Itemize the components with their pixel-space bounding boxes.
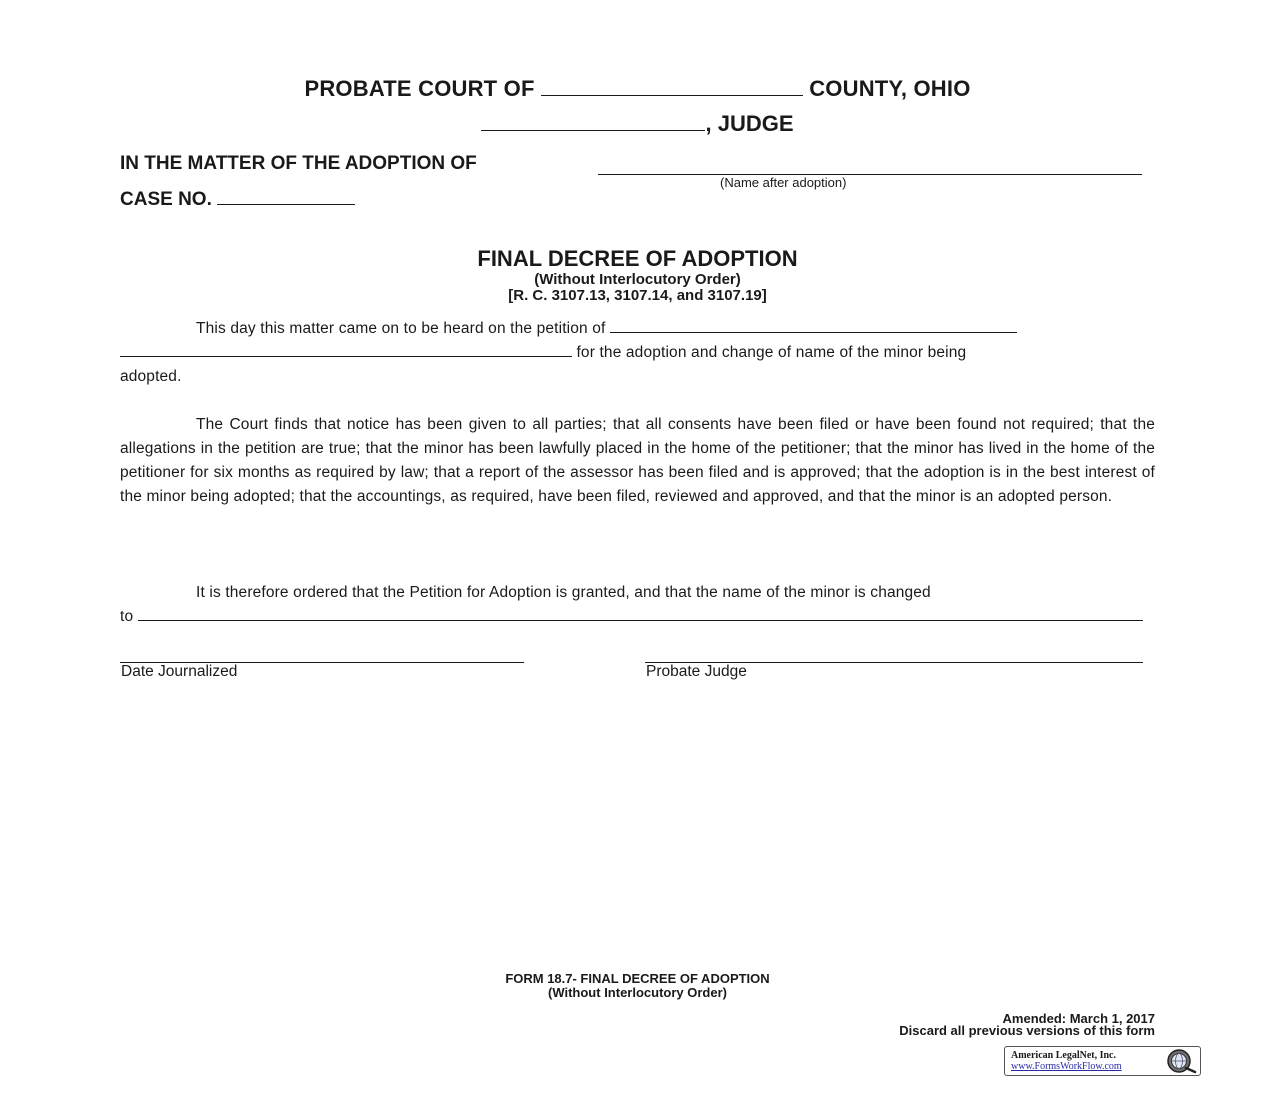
- form-footer-subtitle: (Without Interlocutory Order): [548, 985, 727, 1000]
- petitioner-name-blank-2[interactable]: [120, 342, 572, 357]
- statute-reference: [R. C. 3107.13, 3107.14, and 3107.19]: [508, 287, 767, 304]
- court-prefix: PROBATE COURT OF: [304, 76, 535, 101]
- judge-heading: [0, 111, 1275, 137]
- petition-text-end: adopted.: [120, 368, 182, 385]
- case-number-blank[interactable]: [217, 186, 355, 205]
- document-title: FINAL DECREE OF ADOPTION: [477, 246, 798, 271]
- order-text: It is therefore ordered that the Petition for Adoption is granted, and that the name of the minor is changed: [196, 584, 931, 601]
- name-after-adoption-hint: (Name after adoption): [720, 175, 847, 190]
- order-to-label: to: [120, 608, 134, 625]
- findings-text: The Court finds that notice has been given to all parties; that all consents have been filed or have been found not required; that the allegations in the petition are true; that the minor has been lawfully placed in the home of the petitioner; that the minor has lived in the home of the petitioner for six months as required by law; that a report of the assessor has been filed and is approved; that the adoption is in the best interest of the minor being adopted; that the accountings, as required, have been filed, reviewed and approved, and that the minor is an adopted person.: [120, 416, 1155, 505]
- document-subtitle: (Without Interlocutory Order): [534, 271, 741, 288]
- judge-name-blank[interactable]: [481, 112, 705, 131]
- adoptee-name-blank[interactable]: [598, 174, 1142, 175]
- paragraph-order: [120, 581, 1155, 605]
- county-blank[interactable]: [541, 77, 803, 96]
- judge-suffix: , JUDGE: [705, 111, 794, 136]
- paragraph-petition: [120, 317, 1155, 389]
- court-suffix: COUNTY, OHIO: [809, 76, 971, 101]
- amended-date: Amended: March 1, 2017: [1002, 1011, 1155, 1026]
- paragraph-findings: [120, 413, 1155, 509]
- new-name-blank[interactable]: [138, 606, 1143, 621]
- globe-logo-icon: [1162, 1048, 1198, 1079]
- petitioner-name-blank[interactable]: [610, 318, 1017, 333]
- court-heading: [0, 76, 1275, 102]
- form-footer-title: FORM 18.7- FINAL DECREE OF ADOPTION: [505, 971, 770, 986]
- new-name-row: [120, 605, 1155, 629]
- case-number-row: [120, 186, 355, 211]
- adoption-matter-label: IN THE MATTER OF THE ADOPTION OF: [120, 153, 477, 174]
- petition-text-mid: for the adoption and change of name of the minor being: [576, 344, 967, 361]
- case-number-label: CASE NO.: [120, 189, 212, 210]
- branding-url[interactable]: www.FormsWorkFlow.com: [1011, 1061, 1122, 1072]
- branding-company: American LegalNet, Inc.: [1011, 1050, 1116, 1061]
- petition-text-start: This day this matter came on to be heard on the petition of: [196, 320, 606, 337]
- discard-notice: Discard all previous versions of this form: [899, 1023, 1155, 1038]
- date-journalized-label: Date Journalized: [121, 663, 238, 680]
- probate-judge-label: Probate Judge: [646, 663, 747, 680]
